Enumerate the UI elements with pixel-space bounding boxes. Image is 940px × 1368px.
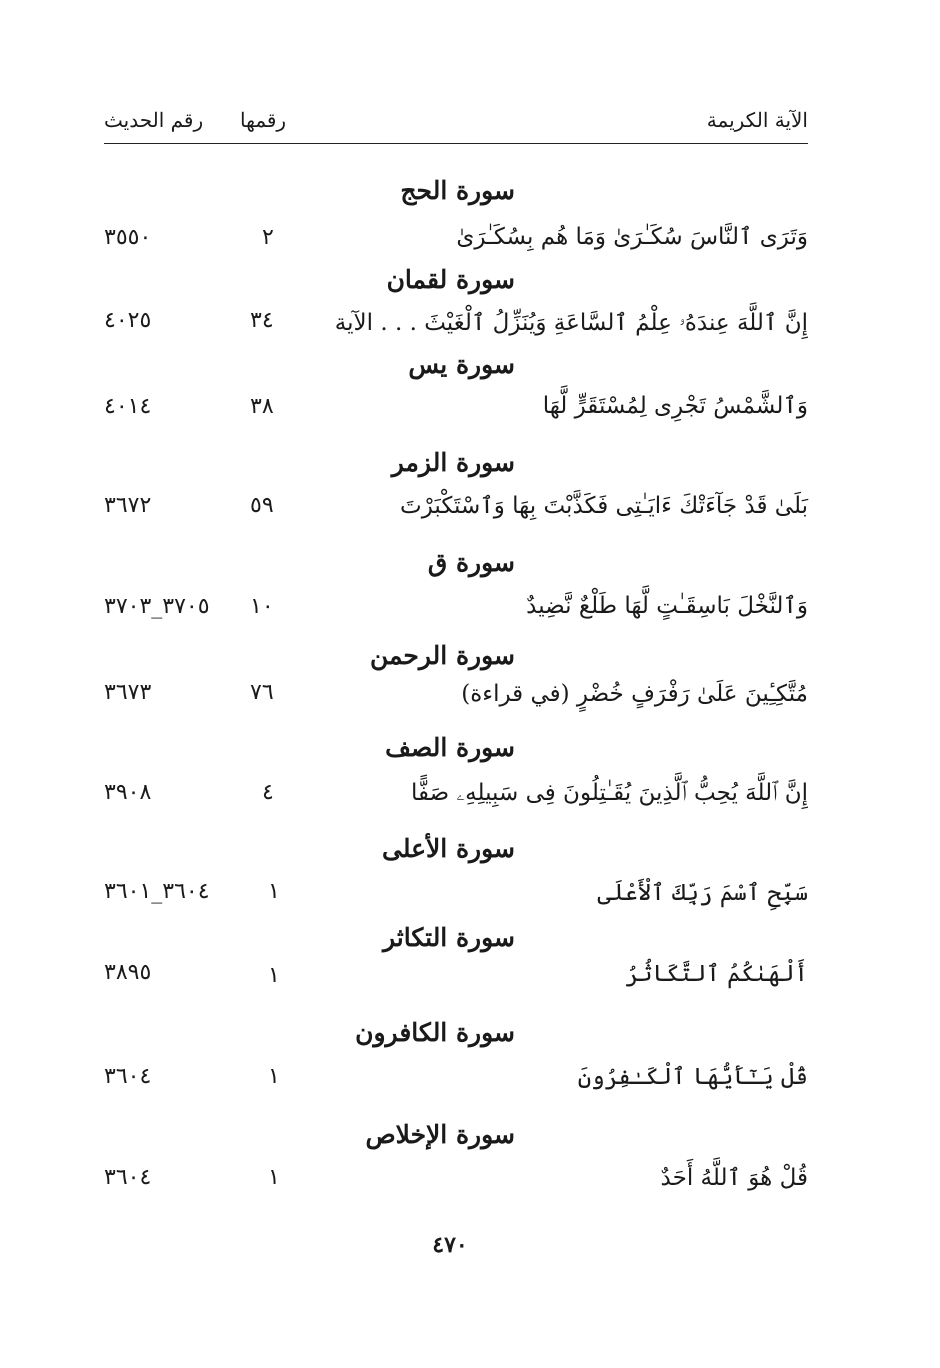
hadith-number: ٣٦٠٤	[104, 1064, 152, 1089]
ayah-number: ١	[268, 963, 280, 988]
surah-heading: سورة الصف	[385, 733, 515, 762]
ayah-number: ١٠	[250, 594, 274, 619]
ayah-text: سَبِّحِ ٱسْمَ رَبِّكَ ٱلْأَعْلَى	[597, 880, 808, 906]
ayah-number: ٢	[262, 225, 274, 250]
ayah-text: إِنَّ ٱللَّهَ عِندَهُۥ عِلْمُ ٱلسَّاعَةِ وَيُنَزِّلُ ٱلْغَيْثَ . . . الآية	[334, 310, 808, 336]
page-number: ٤٧٠	[432, 1232, 468, 1258]
hadith-number: ٤٠٢٥	[104, 308, 152, 333]
ayah-number: ٥٩	[250, 493, 274, 518]
hadith-number: ٣٩٠٨	[104, 780, 152, 805]
hadith-number: ٣٦٧٣	[104, 680, 152, 705]
ayah-text: وَٱلشَّمْسُ تَجْرِى لِمُسْتَقَرٍّ لَّهَا	[542, 393, 808, 419]
column-header-ayah: الآية الكريمة	[706, 108, 808, 132]
surah-heading: سورة لقمان	[386, 265, 515, 294]
ayah-number: ١	[268, 879, 280, 904]
surah-heading: سورة الزمر	[391, 448, 515, 477]
ayah-text: قُلْ يَـٰٓأَيُّهَا ٱلْكَـٰفِرُونَ	[577, 1064, 808, 1090]
surah-heading: سورة الأعلى	[382, 834, 515, 863]
ayah-text: قُلْ هُوَ ٱللَّهُ أَحَدٌ	[660, 1165, 808, 1191]
ayah-text: بَلَىٰ قَدْ جَآءَتْكَ ءَايَـٰتِى فَكَذَّبْتَ بِهَا وَٱسْتَكْبَرْتَ	[400, 493, 808, 519]
column-header-ayah-number: رقمها	[240, 108, 287, 132]
ayah-number: ١	[268, 1165, 280, 1190]
ayah-text: وَتَرَى ٱلنَّاسَ سُكَـٰرَىٰ وَمَا هُم بِسُكَـٰرَىٰ	[456, 224, 808, 250]
ayah-text: أَلْهَىٰكُمُ ٱلتَّكَاثُرُ	[625, 961, 808, 987]
hadith-number: ٣٦٠٤	[104, 1165, 152, 1190]
ayah-number: ٧٦	[250, 680, 274, 705]
ayah-number: ٤	[262, 780, 274, 805]
header-divider	[104, 143, 808, 144]
surah-heading: سورة الإخلاص	[365, 1120, 515, 1149]
ayah-text: وَٱلنَّخْلَ بَاسِقَـٰتٍ لَّهَا طَلْعٌ نَّضِيدٌ	[526, 593, 808, 619]
ayah-number: ١	[268, 1064, 280, 1089]
surah-heading: سورة يس	[408, 350, 515, 379]
ayah-text: مُتَّكِـِٔينَ عَلَىٰ رَفْرَفٍ خُضْرٍ (في قراءة)	[461, 681, 808, 707]
surah-heading: سورة التكاثر	[382, 923, 515, 952]
ayah-number: ٣٤	[250, 308, 274, 333]
surah-heading: سورة الكافرون	[355, 1018, 515, 1047]
hadith-number: ٤٠١٤	[104, 394, 152, 419]
hadith-number: ٣٥٥٠	[104, 225, 152, 250]
surah-heading: سورة الرحمن	[369, 641, 515, 670]
surah-heading: سورة ق	[427, 548, 515, 577]
hadith-number: ٣٦٧٢	[104, 493, 152, 518]
ayah-number: ٣٨	[250, 394, 274, 419]
hadith-number: ٣٧٠٥_٣٧٠٣	[104, 594, 210, 619]
ayah-text: إِنَّ ٱللَّهَ يُحِبُّ ٱلَّذِينَ يُقَـٰتِلُونَ فِى سَبِيلِهِۦ صَفًّا	[410, 780, 808, 806]
surah-heading: سورة الحج	[400, 176, 515, 205]
hadith-number: ٣٨٩٥	[104, 960, 152, 985]
column-header-hadith-number: رقم الحديث	[104, 108, 204, 132]
hadith-number: ٣٦٠٤_٣٦٠١	[104, 879, 210, 904]
